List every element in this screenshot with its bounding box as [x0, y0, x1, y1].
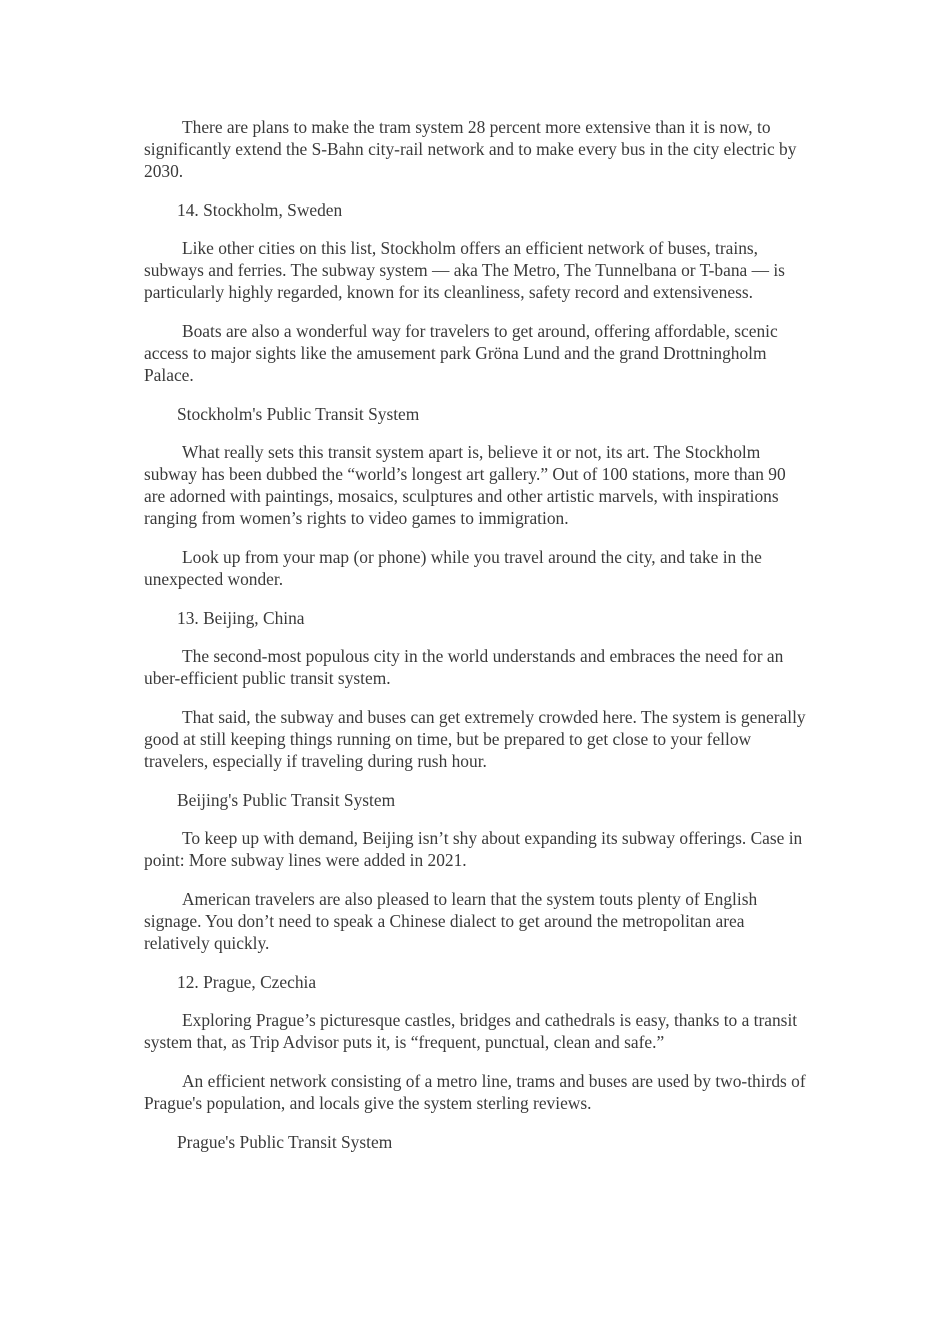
section-heading-beijing: 13. Beijing, China [177, 608, 305, 628]
subheading-prague-transit: Prague's Public Transit System [177, 1132, 393, 1152]
paragraph-beijing-signage: American travelers are also pleased to learn that the system touts plenty of English signage. You don’t need to speak a Chinese dialect to get around the metropolitan area relatively quickly. [144, 889, 758, 953]
subheading-stockholm-transit: Stockholm's Public Transit System [177, 404, 420, 424]
section-heading-prague: 12. Prague, Czechia [177, 972, 317, 992]
paragraph-prague-intro: Exploring Prague’s picturesque castles, bridges and cathedrals is easy, thanks to a transit system that, as Trip Advisor puts it, is “frequent, punctual, clean and safe.” [144, 1010, 798, 1052]
paragraph-beijing-crowds: That said, the subway and buses can get extremely crowded here. The system is generally good at still keeping things running on time, but be prepared to get close to your fellow travelers, especially if traveling during rush hour. [144, 707, 806, 771]
document-page [144, 116, 808, 1169]
section-heading-stockholm: 14. Stockholm, Sweden [177, 200, 343, 220]
paragraph-stockholm-lookup: Look up from your map (or phone) while you travel around the city, and take in the unexpected wonder. [144, 547, 762, 589]
paragraph-prague-network: An efficient network consisting of a metro line, trams and buses are used by two-thirds of Prague's population, and locals give the system sterling reviews. [144, 1071, 806, 1113]
paragraph-stockholm-art: What really sets this transit system apart is, believe it or not, its art. The Stockholm subway has been dubbed the “world’s longest art gallery.” Out of 100 stations, more than 90 are adorned with paintings, mosaics, sculptures and other artistic marvels, with inspirations ranging from women’s rights to video games to immigration. [144, 442, 786, 528]
paragraph-beijing-expansion: To keep up with demand, Beijing isn’t shy about expanding its subway offerings. Case in point: More subway lines were added in 2021. [144, 828, 803, 870]
paragraph-beijing-intro: The second-most populous city in the world understands and embraces the need for an uber-efficient public transit system. [144, 646, 784, 688]
paragraph-stockholm-boats: Boats are also a wonderful way for travelers to get around, offering affordable, scenic access to major sights like the amusement park Gröna Lund and the grand Drottningholm Palace. [144, 321, 778, 385]
subheading-beijing-transit: Beijing's Public Transit System [177, 790, 396, 810]
paragraph-stockholm-network: Like other cities on this list, Stockholm offers an efficient network of buses, trains, subways and ferries. The subway system — aka The Metro, The Tunnelbana or T-bana — is particularly highly regarded, known for its cleanliness, safety record and extensiveness. [144, 238, 785, 302]
paragraph-tram-plans: There are plans to make the tram system 28 percent more extensive than it is now, to significantly extend the S-Bahn city-rail network and to make every bus in the city electric by 2030. [144, 117, 797, 181]
